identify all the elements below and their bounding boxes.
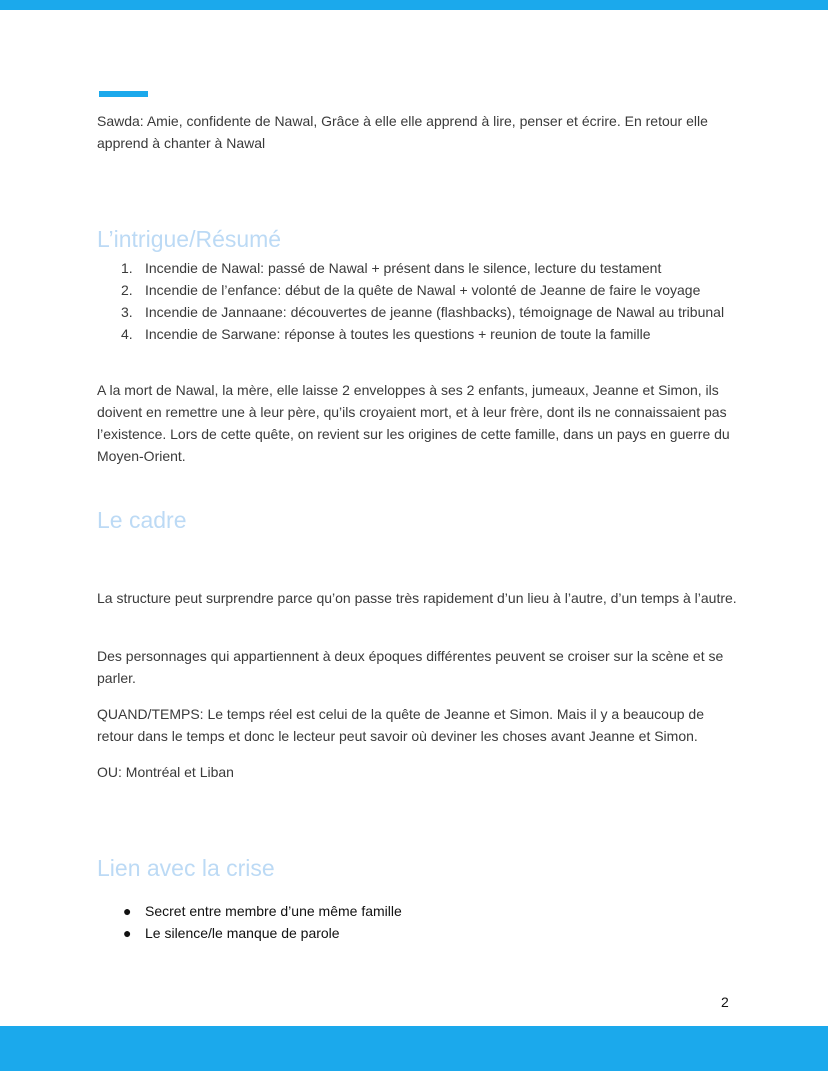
list-text: Incendie de l’enfance: début de la quête de Nawal + volonté de Jeanne de faire le voyage (145, 282, 701, 298)
setting-paragraph-structure: La structure peut surprendre parce qu’on passe très rapidement d’un lieu à l’autre, d’un temps à l’autre. (97, 590, 737, 606)
list-item (97, 301, 737, 323)
list-item (97, 900, 737, 922)
setting-paragraph-characters: Des personnages qui appartiennent à deux époques différentes peuvent se croiser sur la scène et se parler. (97, 648, 724, 686)
accent-underline (99, 91, 148, 97)
list-number: 2. (121, 282, 133, 298)
bottom-accent-bar (0, 1026, 828, 1071)
top-accent-bar (0, 0, 828, 10)
bullet-icon: ● (123, 903, 132, 919)
list-text: Incendie de Sarwane: réponse à toutes les questions + reunion de toute la famille (145, 326, 651, 342)
setting-paragraph-place: OU: Montréal et Liban (97, 764, 234, 780)
list-item (97, 922, 737, 944)
plot-steps-list (97, 257, 737, 345)
bullet-icon: ● (123, 925, 132, 941)
crisis-bullet-list (97, 900, 737, 944)
list-text: Le silence/le manque de parole (145, 925, 340, 941)
setting-heading: Le cadre (97, 507, 187, 533)
plot-heading: L’intrigue/Résumé (97, 226, 282, 252)
list-item (97, 257, 737, 279)
list-text: Incendie de Jannaane: découvertes de jeanne (flashbacks), témoignage de Nawal au tribunal (145, 304, 725, 320)
crisis-heading: Lien avec la crise (97, 855, 275, 881)
list-number: 4. (121, 326, 133, 342)
list-number: 1. (121, 260, 133, 276)
page-number: 2 (721, 994, 729, 1010)
list-item (97, 279, 737, 301)
list-text: Secret entre membre d’une même famille (145, 903, 402, 919)
setting-paragraph-time: QUAND/TEMPS: Le temps réel est celui de la quête de Jeanne et Simon. Mais il y a beaucoup de retour dans le temps et donc le lecteur peut savoir où deviner les choses avant Jeanne et Simon. (97, 706, 704, 744)
list-number: 3. (121, 304, 133, 320)
character-description: Sawda: Amie, confidente de Nawal, Grâce à elle elle apprend à lire, penser et écrire. En retour elle apprend à chanter à Nawal (97, 113, 708, 151)
plot-summary: A la mort de Nawal, la mère, elle laisse 2 enveloppes à ses 2 enfants, jumeaux, Jeanne et Simon, ils doivent en remettre une à leur père, qu’ils croyaient mort, et à leur frère, dont ils ne connaissaient pas l’existence. Lors de cette quête, on revient sur les origines de cette famille, dans un pays en guerre du Moyen-Orient. (97, 382, 730, 464)
list-text: Incendie de Nawal: passé de Nawal + présent dans le silence, lecture du testament (145, 260, 662, 276)
list-item (97, 323, 737, 345)
